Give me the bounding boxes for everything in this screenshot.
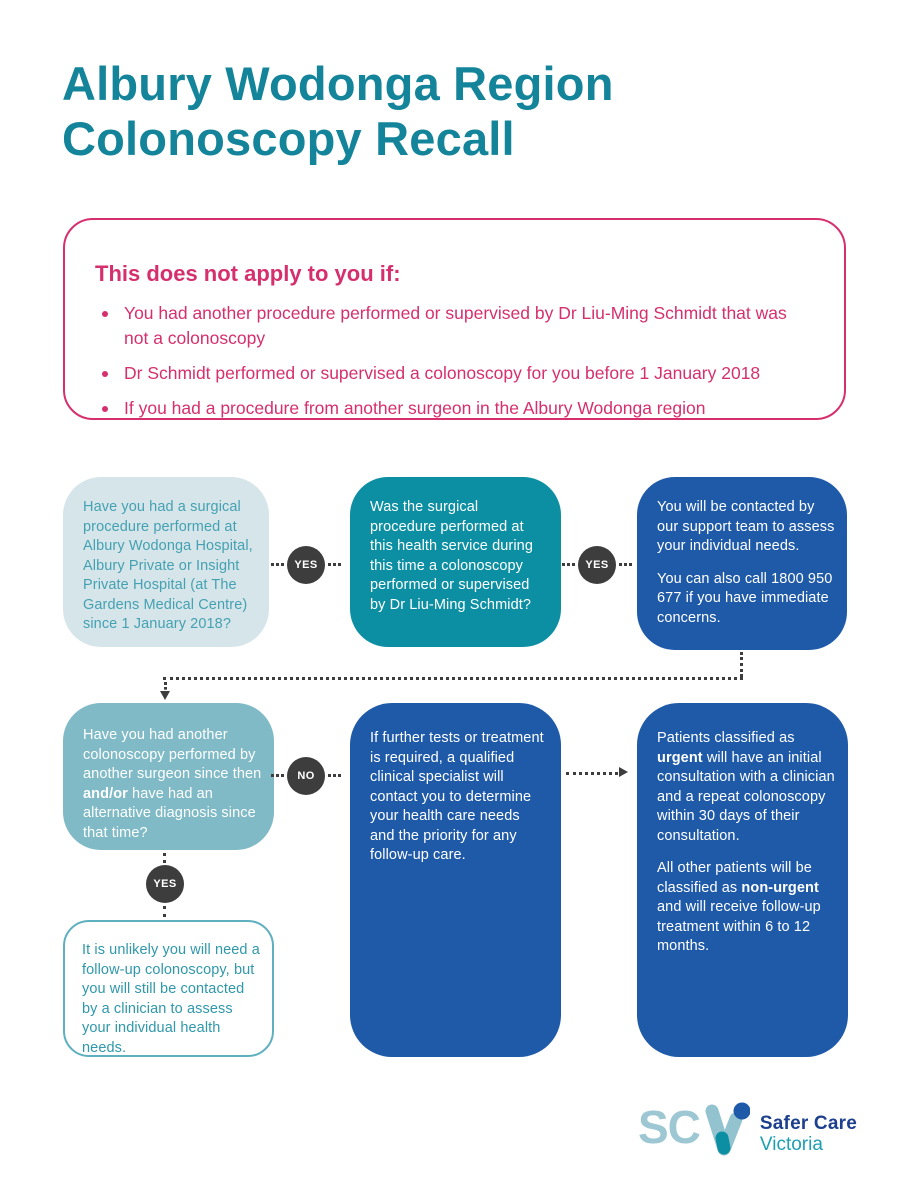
safer-care-victoria-logo bbox=[638, 1100, 857, 1163]
scv-logo-region: Victoria bbox=[759, 1134, 823, 1155]
yes-badge-3 bbox=[146, 865, 184, 903]
dotted-connector bbox=[562, 563, 575, 566]
yes-badge-2 bbox=[578, 546, 616, 584]
dotted-connector bbox=[566, 772, 618, 775]
q3-bold: and/or bbox=[83, 785, 128, 802]
question-colonoscopy-box bbox=[350, 477, 561, 647]
outcome-unlikely-box bbox=[63, 920, 274, 1057]
dotted-connector bbox=[163, 853, 166, 863]
outcome-specialist-box bbox=[350, 703, 561, 1057]
yes-badge-2-label: YES bbox=[585, 559, 609, 571]
scv-logo-wordmark bbox=[760, 1113, 857, 1155]
dotted-connector bbox=[271, 774, 284, 777]
urgent-bold: urgent bbox=[657, 749, 703, 766]
q3-post: have had an alternative diagnosis since that time? bbox=[83, 785, 256, 841]
no-badge bbox=[287, 757, 325, 795]
exclusion-box bbox=[63, 218, 846, 420]
yes-badge-3-label: YES bbox=[153, 878, 177, 890]
outcome-specialist-text: If further tests or treatment is required, a qualified clinical specialist will contact you to determine your health care needs and the priority for any follow-up care. bbox=[370, 730, 544, 863]
urgent-post: will have an initial consultation with a clinician and a repeat colonoscopy within 30 days of their consultation. bbox=[657, 749, 835, 844]
exclusion-item-text: You had another procedure performed or supervised by Dr Liu-Ming Schmidt that was not a colonoscopy bbox=[124, 303, 787, 348]
scv-logo-v-icon bbox=[702, 1102, 750, 1163]
outcome-nonurgent-text bbox=[657, 859, 836, 957]
outcome-contacted-text-1: You will be contacted by our support team to assess your individual needs. bbox=[657, 499, 835, 554]
question-another-colonoscopy-box bbox=[63, 703, 274, 850]
page-title-line1: Albury Wodonga Region bbox=[62, 57, 614, 110]
exclusion-item bbox=[95, 361, 814, 386]
dotted-connector bbox=[619, 563, 632, 566]
bullet-dot-icon bbox=[102, 311, 108, 317]
bullet-dot-icon bbox=[102, 406, 108, 412]
exclusion-item-text: Dr Schmidt performed or supervised a colonoscopy for you before 1 January 2018 bbox=[124, 363, 761, 383]
scv-logo-letters: SC bbox=[638, 1101, 700, 1153]
page-title bbox=[62, 56, 614, 166]
yes-badge-1-label: YES bbox=[294, 559, 318, 571]
outcome-contacted-text-2: You can also call 1800 950 677 if you have immediate concerns. bbox=[657, 570, 833, 626]
page-title-line2: Colonoscopy Recall bbox=[62, 112, 515, 165]
exclusion-item bbox=[95, 396, 814, 421]
arrow-right-icon bbox=[619, 767, 628, 777]
exclusion-item-text: If you had a procedure from another surgeon in the Albury Wodonga region bbox=[124, 398, 706, 418]
arrow-down-icon bbox=[160, 691, 170, 700]
question-colonoscopy-text: Was the surgical procedure performed at this health service during this time a colonoscopy performed or supervised by Dr Liu-Ming Schmidt? bbox=[370, 499, 533, 613]
nonurgent-bold: non-urgent bbox=[741, 879, 819, 896]
dotted-connector bbox=[328, 774, 341, 777]
dotted-connector bbox=[164, 682, 167, 690]
dotted-connector bbox=[328, 563, 341, 566]
dotted-connector bbox=[163, 906, 166, 917]
dotted-connector bbox=[163, 677, 743, 680]
outcome-unlikely-text: It is unlikely you will need a follow-up colonoscopy, but you will still be contacted by a clinician to assess your individual health needs. bbox=[82, 942, 260, 1056]
bullet-dot-icon bbox=[102, 371, 108, 377]
nonurgent-pre: All other patients will be classified as bbox=[657, 860, 812, 896]
q3-pre: Have you had another colonoscopy performed by another surgeon since then bbox=[83, 727, 262, 782]
exclusion-item bbox=[95, 301, 814, 351]
question-another-colonoscopy-text bbox=[83, 726, 262, 843]
yes-badge-1 bbox=[287, 546, 325, 584]
urgent-pre: Patients classified as bbox=[657, 730, 795, 746]
exclusion-list bbox=[95, 301, 814, 421]
exclusion-heading: This does not apply to you if: bbox=[95, 261, 401, 286]
outcome-triage-box bbox=[637, 703, 848, 1057]
question-surgical-procedure-box bbox=[63, 477, 269, 647]
dotted-connector bbox=[271, 563, 284, 566]
dotted-connector bbox=[740, 652, 743, 677]
scv-logo-name: Safer Care bbox=[759, 1113, 857, 1134]
nonurgent-post: and will receive follow-up treatment within 6 to 12 months. bbox=[657, 899, 821, 954]
outcome-urgent-text bbox=[657, 729, 836, 846]
outcome-contacted-box bbox=[637, 477, 847, 650]
no-badge-label: NO bbox=[297, 770, 315, 782]
question-surgical-procedure-text: Have you had a surgical procedure performed at Albury Wodonga Hospital, Albury Private or Insight Private Hospital (at The Gardens Medical Centre) since 1 January 2018? bbox=[83, 499, 253, 632]
